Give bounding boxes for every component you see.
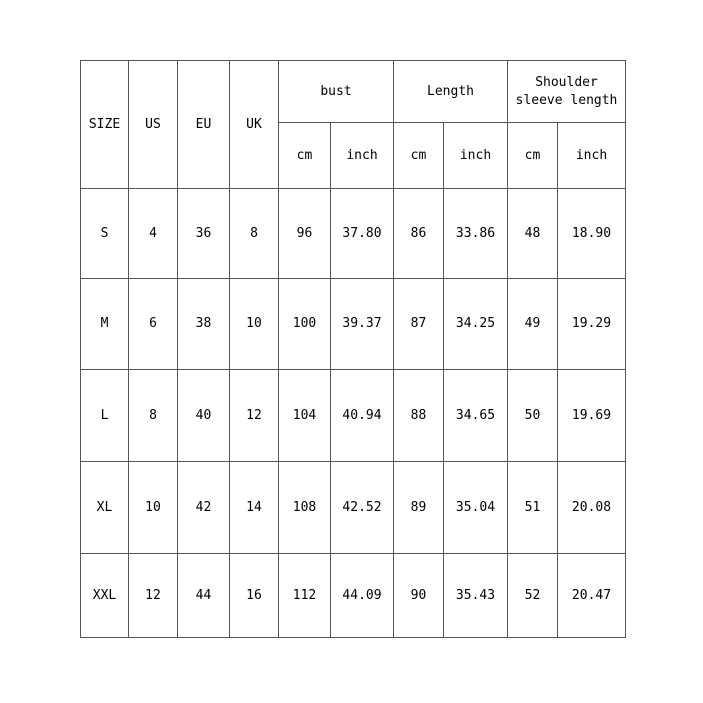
table-row <box>81 279 626 370</box>
table-row <box>81 554 626 638</box>
table-row <box>81 370 626 462</box>
cell-eu: 40 <box>178 370 230 462</box>
cell-uk: 12 <box>230 370 279 462</box>
cell-bust-cm: 104 <box>279 370 331 462</box>
table-row <box>81 462 626 554</box>
cell-us: 4 <box>129 189 178 279</box>
cell-uk: 10 <box>230 279 279 370</box>
cell-bust-inch: 37.80 <box>331 189 394 279</box>
cell-eu: 38 <box>178 279 230 370</box>
header-length-inch: inch <box>444 123 508 189</box>
cell-eu: 36 <box>178 189 230 279</box>
header-length: Length <box>394 61 508 123</box>
table-row <box>81 189 626 279</box>
cell-eu: 44 <box>178 554 230 638</box>
cell-eu: 42 <box>178 462 230 554</box>
cell-shoulder-inch: 19.69 <box>558 370 626 462</box>
cell-size: L <box>81 370 129 462</box>
cell-shoulder-inch: 20.08 <box>558 462 626 554</box>
cell-size: XL <box>81 462 129 554</box>
cell-uk: 14 <box>230 462 279 554</box>
cell-length-cm: 87 <box>394 279 444 370</box>
cell-us: 10 <box>129 462 178 554</box>
cell-length-cm: 88 <box>394 370 444 462</box>
cell-bust-inch: 42.52 <box>331 462 394 554</box>
cell-uk: 16 <box>230 554 279 638</box>
cell-length-inch: 33.86 <box>444 189 508 279</box>
header-bust: bust <box>279 61 394 123</box>
cell-bust-cm: 112 <box>279 554 331 638</box>
header-eu: EU <box>178 61 230 189</box>
cell-shoulder-cm: 52 <box>508 554 558 638</box>
cell-bust-inch: 44.09 <box>331 554 394 638</box>
header-row-top <box>81 61 626 123</box>
header-length-cm: cm <box>394 123 444 189</box>
header-bust-inch: inch <box>331 123 394 189</box>
header-shoulder-inch: inch <box>558 123 626 189</box>
cell-length-inch: 35.04 <box>444 462 508 554</box>
cell-bust-cm: 108 <box>279 462 331 554</box>
cell-bust-cm: 96 <box>279 189 331 279</box>
header-shoulder-cm: cm <box>508 123 558 189</box>
cell-size: M <box>81 279 129 370</box>
cell-shoulder-inch: 20.47 <box>558 554 626 638</box>
cell-size: S <box>81 189 129 279</box>
cell-length-cm: 89 <box>394 462 444 554</box>
cell-length-cm: 86 <box>394 189 444 279</box>
cell-length-inch: 35.43 <box>444 554 508 638</box>
cell-bust-inch: 40.94 <box>331 370 394 462</box>
cell-length-inch: 34.65 <box>444 370 508 462</box>
cell-length-cm: 90 <box>394 554 444 638</box>
header-bust-cm: cm <box>279 123 331 189</box>
header-uk: UK <box>230 61 279 189</box>
cell-shoulder-inch: 18.90 <box>558 189 626 279</box>
size-chart-table <box>80 60 626 638</box>
cell-length-inch: 34.25 <box>444 279 508 370</box>
header-size: SIZE <box>81 61 129 189</box>
cell-shoulder-inch: 19.29 <box>558 279 626 370</box>
cell-shoulder-cm: 48 <box>508 189 558 279</box>
cell-us: 12 <box>129 554 178 638</box>
header-us: US <box>129 61 178 189</box>
cell-shoulder-cm: 49 <box>508 279 558 370</box>
cell-bust-inch: 39.37 <box>331 279 394 370</box>
cell-size: XXL <box>81 554 129 638</box>
cell-us: 8 <box>129 370 178 462</box>
cell-uk: 8 <box>230 189 279 279</box>
header-shoulder-sleeve-length: Shoulder sleeve length <box>508 61 626 123</box>
cell-shoulder-cm: 51 <box>508 462 558 554</box>
cell-shoulder-cm: 50 <box>508 370 558 462</box>
cell-bust-cm: 100 <box>279 279 331 370</box>
cell-us: 6 <box>129 279 178 370</box>
